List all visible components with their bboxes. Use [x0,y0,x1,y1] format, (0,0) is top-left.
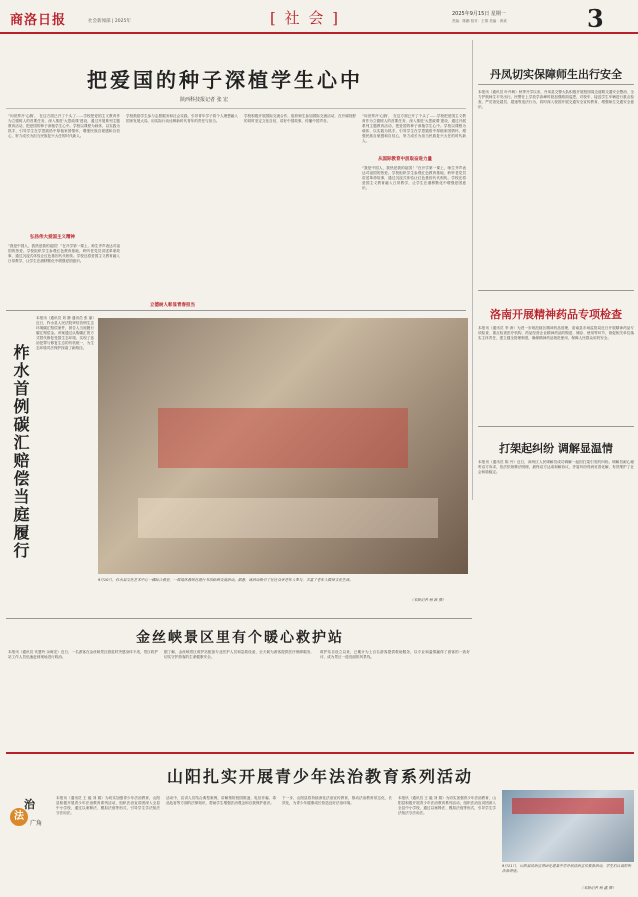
lead-byline: 陕西科技报记者 张 宏 [180,97,229,103]
story-luonan-title: 洛南开展精神药品专项检查 [490,308,622,321]
column-divider [472,40,473,500]
law-badge-char: 治 [24,798,35,811]
photo-elderly-activity [98,318,468,574]
lead-body-6: “我是中国人，我热爱我的祖国！”在开学第一课上，师生齐声表达对祖国的热爱。学校组织学生参观红色教育基地，聆听老党员讲述革命故事，通过沉浸式体验让红色基因代代相传。学校还将爱国主义教育融入日常教学，让学生在潜移默化中增强爱国意识。 [362,166,466,190]
divider [6,108,466,109]
lead-body-2: “我是中国人，我热爱我的祖国！”在开学第一课上，师生齐声表达对祖国的热爱。学校组织学生参观红色教育基地，聆听老党员讲述革命故事，通过沉浸式体验让红色基因代代相传。学校还将爱国主义教育融入日常教学，让学生在潜移默化中增强爱国意识。 [8,244,120,263]
lead-body-4: 学校积极开展国际交流合作，组织师生参加国际交流活动，在开阔视野的同时坚定文化自信，讲好中国故事，传播中国声音。 [244,114,356,123]
story-shanyang-body-2: 活动中，宣讲人员结合典型案例，讲解预防校园欺凌、电信诈骗、毒品危害等方面的法律知识，帮助学生增强法治观念和自我保护意识。 [166,796,276,805]
divider [6,618,472,619]
photo-banner [158,408,408,468]
story-jinsixia-body-2: 据了解，金丝峡景区救护站配备专业医护人员和急救设备，全天候为游客提供医疗保障服务，切实守护游客的生命健康安全。 [164,650,314,659]
divider [478,290,634,291]
story-jinsixia-body-3: 救护站自设立以来，已累计为上百名游客提供救助服务，以专业和温情赢得了游客的一致好评，成为景区一道亮丽的风景线。 [320,650,470,659]
story-dan-feng-title: 丹凤切实保障师生出行安全 [490,68,622,81]
story-luonan-body: 本报讯（通讯员 李 涛）为进一步规范辖区精神药品管理，洛南县市场监管局近日开展精神药品专项检查，重点检查医疗机构、药品经营企业精神药品的购进、储存、使用等环节，督促相关单位落实主体责任，建立健全管理制度，确保精神药品规范使用，保障人民群众用药安全。 [478,326,634,340]
photo1-caption: 9月10日，柞水县文化艺术中心一楼综合教室，一群退休教师在进行书法绘画交流活动。据悉，该活动吸引了社区众多老年人参与，丰富了老年人精神文化生活。 [98,578,353,582]
story-zhashui-title: 柞水首例碳汇赔偿当庭履行 [11,344,30,560]
divider [478,84,634,85]
law-badge-label: 广角 [30,820,43,827]
photo-screen [512,798,624,814]
story-zhashui-body: 本报讯（通讯员 刘 静 通讯员 张 丽）近日，柞水县人民法院审结首例生态环境碳汇赔偿案件，被告人当庭履行碳汇赔偿金。该案通过认购碳汇的方式替代修复受损生态环境，实现了惩治犯罪与修复生态的有机统一，为生态环境司法保护探索了新路径。 [36,316,94,350]
photo-law-education [502,790,634,862]
lead-subhead-1: 弘扬伟大爱国主义精神 [30,235,75,240]
divider [478,426,634,427]
lead-body-3: 学校鼓励学生参与志愿服务和社会实践，引导青年学子将个人理想融入国家发展大局，用实际行动诠释新时代青年的责任与担当。 [126,114,238,123]
divider [6,752,634,754]
photo-floor [138,498,438,538]
law-badge-circle: 法 [10,808,28,826]
section-title: [ 社 会 ] [270,9,341,27]
story-shanyang-body-4: 本报讯（通讯员 王 毅 刘 娟）为切实加强青少年法治教育，山阳县积极开展青少年法治教育系列活动，组织法治宣讲团深入全县中小学校，通过以案释法、模拟法庭等形式，引导学生学法知法守法用法。 [398,796,496,815]
lead-body-5: “向世界开‘心胸’， 在这方面已开了个头了……学校把爱国主义教育作为立德树人的首要任务，深入推进‘大思政课’建设，通过开展系列主题教育活动，把爱国的种子深植学生心中。学校以课程为载体，以实践为抓手，引导学生在学思践悟中厚植家国情怀，增强民族自豪感和自信心，努力成长为担当民族复兴大任的时代新人。 [362,114,466,143]
story-dan-feng-body: 本报讯（通讯员 叶丹枫）秋季开学以来，丹凤县交警大队积极开展校园周边道路交通安全整治，全力护航师生平安出行。民警在上学放学高峰时段加强路面巡逻，对校车、接送学生车辆进行重点检查，严厉查处超员、超速等违法行为，同时深入校园开展交通安全宣传教育，增强师生交通安全意识。 [478,90,634,109]
photo2-caption: 9月11日，山阳县法治宣讲团走进某中学开展法治宣传教育活动，学生们认真聆听法治讲座。 [502,864,632,873]
lead-headline: 把爱国的种子深植学生心中 [87,68,363,92]
department-info: 社会新闻部 | 2025年 [88,19,131,24]
editors-line: 责编：陈鹏 校对：王倩 美编：黄欢 [452,19,507,23]
story-dispute-title: 打架起纠纷 调解显温情 [499,442,613,455]
story-shanyang-body-1: 本报讯（通讯员 王 毅 刘 娟）为切实加强青少年法治教育，山阳县积极开展青少年法治教育系列活动，组织法治宣讲团深入全县中小学校，通过以案释法、模拟法庭等形式，引导学生学法知法守法用法。 [56,796,160,815]
page-number: 3 [587,4,604,33]
photo1-credit: （本报记者 杨 跃 摄） [410,598,446,602]
story-jinsixia-title: 金丝峡景区里有个暖心救护站 [136,630,344,646]
lead-subhead-2: 立德树人彰显青春担当 [150,303,195,308]
story-shanyang-body-3: 下一步，山阳县将持续深化法治宣传教育，推动法治教育常态化、长效化，为青少年健康成长营造良好法治环境。 [282,796,392,805]
photo2-credit: （本报记者 杨 鑫 摄） [580,886,616,890]
story-dispute-body: 本报讯（通讯员 陈 丹）近日，商州区人民调解员成功调解一起因打架引发的纠纷。调解员耐心倾听双方诉求，依法依规释法明理，最终双方达成和解协议，矛盾纠纷得到妥善化解，有效维护了社会和谐稳定。 [478,460,634,474]
issue-date: 2025年9月15日 星期一 [452,11,506,17]
lead-body-1: “向世界开‘心胸’， 在这方面已开了个头了……学校把爱国主义教育作为立德树人的首要任务，深入推进‘大思政课’建设，通过开展系列主题教育活动，把爱国的种子深植学生心中。学校以课程为载体，以实践为抓手，引导学生在学思践悟中厚植家国情怀，增强民族自豪感和自信心，努力成长为担当民族复兴大任的时代新人。 [8,114,120,138]
lead-subhead-3: 从国际教育中汲取奋进力量 [378,157,432,162]
newspaper-logo: 商洛日报 [10,13,67,28]
story-shanyang-title: 山阳扎实开展青少年法治教育系列活动 [166,767,473,786]
story-jinsixia-body-1: 本报讯（通讯员 代慧玲 余海龙）近日，一名游客在金丝峡景区游览时突感身体不适，景区救护站工作人员迅速赶到现场进行救治。 [8,650,158,659]
divider [6,310,466,311]
law-badge [10,796,50,836]
